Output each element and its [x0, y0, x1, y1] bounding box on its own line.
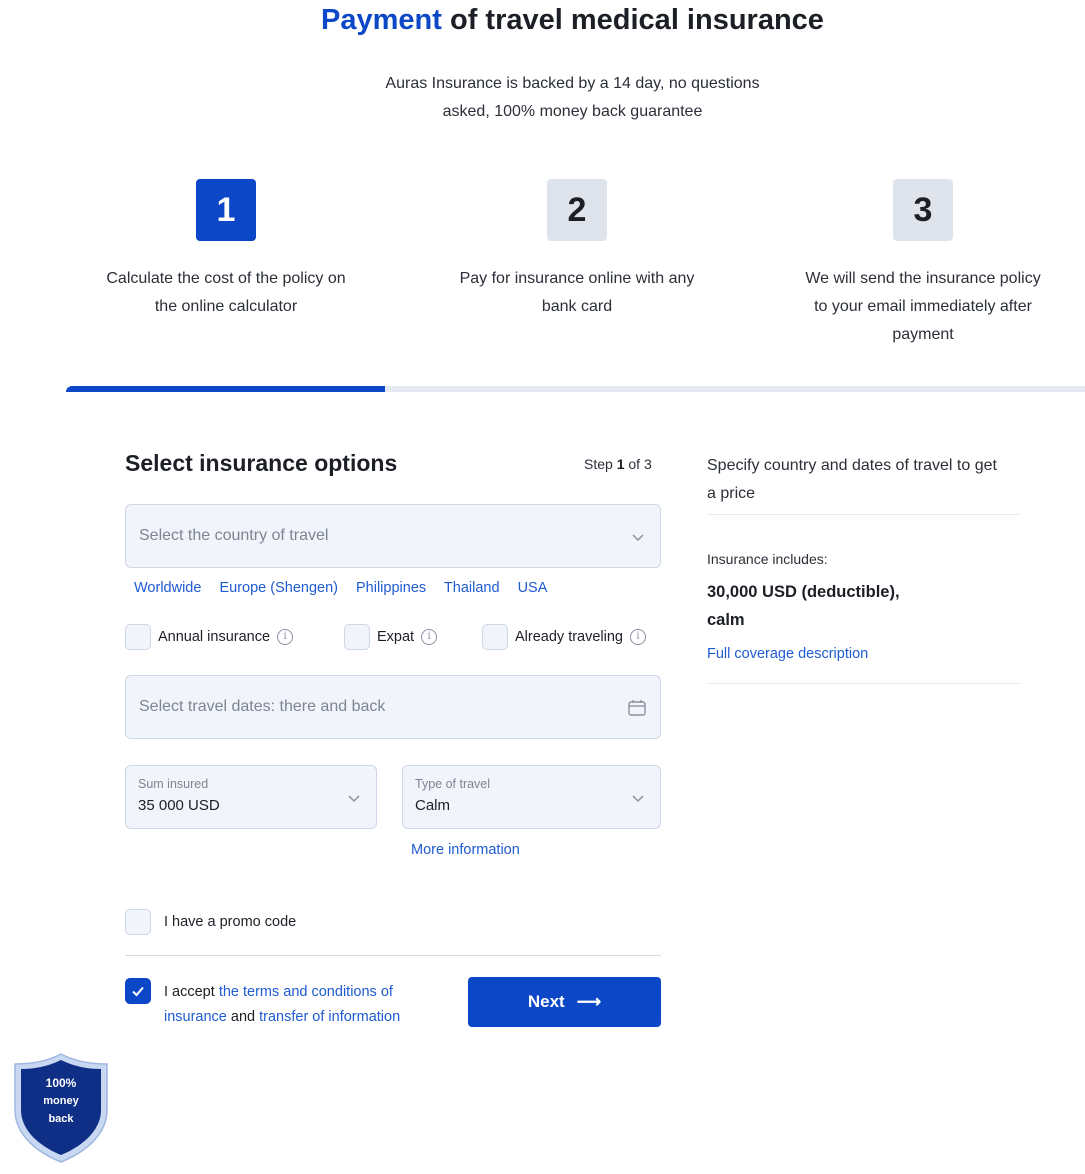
promo-code-label: I have a promo code [164, 914, 297, 930]
sidebar-divider [707, 514, 1020, 515]
expat-option [344, 624, 437, 650]
step-3-line-2: to your email immediately after [814, 298, 1032, 315]
page-title [0, 4, 1085, 37]
already-traveling-label: Already traveling [515, 629, 623, 645]
money-back-badge-text [12, 1074, 110, 1128]
insurance-includes-label: Insurance includes: [707, 551, 828, 567]
type-of-travel-label: Type of travel [415, 777, 491, 791]
next-button[interactable] [468, 977, 661, 1027]
step-1-line-2: the online calculator [154, 298, 298, 315]
includes-line-1: 30,000 USD (deductible), [707, 583, 900, 601]
sum-insured-label: Sum insured [138, 777, 209, 791]
step-counter [584, 456, 652, 472]
accept-prefix: I accept [164, 984, 219, 1000]
step-2-line-1: Pay for insurance online with any [459, 270, 695, 287]
badge-line-1: 100% [45, 1076, 77, 1090]
steps-overview [0, 179, 1085, 359]
step-3-line-1: We will send the insurance policy [805, 270, 1041, 287]
form-title: Select insurance options [125, 450, 398, 476]
annual-insurance-option [125, 624, 293, 650]
step-2-text [420, 265, 734, 321]
step-counter-current: 1 [616, 456, 625, 472]
price-hint: Specify country and dates of travel to get a price [707, 457, 997, 502]
type-of-travel-select[interactable] [402, 765, 661, 829]
step-3-text [770, 265, 1076, 349]
badge-line-3: back [48, 1113, 74, 1125]
quick-country-europe[interactable]: Europe (Shengen) [219, 580, 338, 596]
accept-terms-text [164, 980, 454, 1030]
step-counter-suffix: of 3 [628, 456, 652, 472]
accept-terms-checkbox[interactable] [125, 978, 151, 1004]
step-3-line-3: payment [892, 326, 954, 343]
full-coverage-link[interactable]: Full coverage description [707, 646, 869, 662]
title-accent: Payment [321, 4, 442, 36]
quick-country-philippines[interactable]: Philippines [356, 580, 427, 596]
sidebar-divider [707, 683, 1020, 684]
transfer-information-link[interactable]: transfer of information [259, 1009, 401, 1025]
travel-dates-placeholder: Select travel dates: there and back [139, 698, 386, 715]
annual-insurance-checkbox[interactable] [125, 624, 151, 650]
chevron-down-icon [630, 529, 646, 550]
expat-label: Expat [377, 629, 415, 645]
progress-bar [66, 386, 1085, 392]
terms-conditions-link[interactable]: the terms and conditions of insurance [164, 984, 393, 1025]
step-3 [770, 179, 1076, 349]
info-icon[interactable]: i [630, 629, 646, 645]
badge-line-2: money [43, 1095, 79, 1107]
travel-dates-field[interactable] [125, 675, 661, 739]
sum-insured-value: 35 000 USD [138, 797, 220, 814]
checkmark-icon [130, 983, 146, 999]
quick-country-links [134, 580, 561, 596]
sum-insured-select[interactable] [125, 765, 377, 829]
next-button-label: Next [527, 992, 565, 1011]
more-information-link[interactable]: More information [411, 842, 520, 858]
country-select[interactable] [125, 504, 661, 568]
chevron-down-icon [346, 790, 362, 811]
progress-bar-fill [66, 386, 385, 392]
step-2-line-2: bank card [541, 298, 613, 315]
step-1-line-1: Calculate the cost of the policy on [106, 270, 346, 287]
quick-country-thailand[interactable]: Thailand [443, 580, 500, 596]
insurance-includes-value [707, 578, 900, 634]
arrow-right-icon: ⟶ [576, 992, 602, 1011]
accept-terms-option [125, 978, 151, 1004]
quick-country-usa[interactable]: USA [517, 580, 548, 596]
step-1-number: 1 [196, 179, 256, 241]
includes-line-2: calm [707, 611, 745, 629]
quick-country-worldwide[interactable]: Worldwide [134, 580, 202, 596]
calendar-icon [627, 698, 647, 723]
step-counter-prefix: Step [584, 456, 613, 472]
promo-code-option [125, 909, 296, 935]
step-1-text [68, 265, 384, 321]
title-rest: of travel medical insurance [450, 4, 824, 36]
annual-insurance-label: Annual insurance [158, 629, 271, 645]
step-3-number: 3 [893, 179, 953, 241]
already-traveling-option [482, 624, 646, 650]
guarantee-subtitle [0, 70, 1085, 126]
expat-checkbox[interactable] [344, 624, 370, 650]
accept-middle: and [226, 1009, 260, 1025]
country-select-placeholder: Select the country of travel [139, 527, 329, 544]
form-divider [125, 955, 661, 956]
chevron-down-icon [630, 790, 646, 811]
subtitle-line-2: asked, 100% money back guarantee [442, 103, 703, 120]
already-traveling-checkbox[interactable] [482, 624, 508, 650]
promo-code-checkbox[interactable] [125, 909, 151, 935]
type-of-travel-value: Calm [415, 797, 451, 814]
info-icon[interactable]: i [277, 629, 293, 645]
step-2-number: 2 [547, 179, 607, 241]
info-icon[interactable]: i [421, 629, 437, 645]
step-1 [68, 179, 384, 321]
subtitle-line-1: Auras Insurance is backed by a 14 day, no questions [385, 75, 760, 92]
step-2 [420, 179, 734, 321]
